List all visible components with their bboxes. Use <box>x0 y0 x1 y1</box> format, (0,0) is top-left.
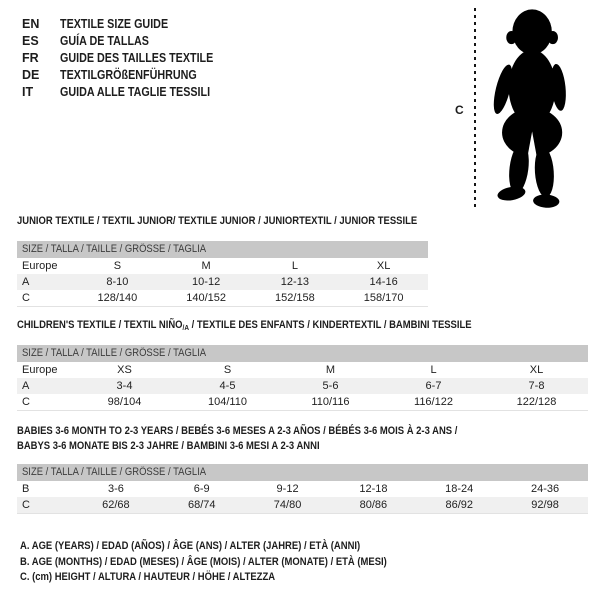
table-cell: 12-18 <box>359 483 388 495</box>
legend <box>20 539 447 586</box>
size-header-bar <box>17 241 428 258</box>
size-header-label: SIZE / TALLA / TAILLE / GRÖSSE / TAGLIA <box>22 347 207 359</box>
guide-title-fr: GUIDE DES TAILLES TEXTILE <box>60 51 214 65</box>
table-cell: 128/140 <box>97 292 138 304</box>
table-cell: S <box>113 260 122 272</box>
language-code: FR <box>22 51 39 65</box>
table-cell: 10-12 <box>192 276 221 288</box>
babies-title-line2: BABYS 3-6 MONATE BIS 2-3 JAHRE / BAMBINI 3-6 MESI A 2-3 ANNI <box>17 440 320 452</box>
children-title-sub: /A <box>182 323 189 332</box>
table-cell: L <box>291 260 298 272</box>
size-header-bar <box>17 345 588 362</box>
language-row-fr <box>22 50 238 67</box>
table-row-age <box>17 274 428 290</box>
junior-size-table <box>17 241 428 307</box>
table-cell: 8-10 <box>106 276 129 288</box>
table-cell: 152/158 <box>274 292 315 304</box>
table-cell: M <box>325 364 336 376</box>
table-cell: 9-12 <box>276 483 299 495</box>
junior-section-title-text: JUNIOR TEXTILE / TEXTIL JUNIOR/ TEXTILE JUNIOR / JUNIORTEXTIL / JUNIOR TESSILE <box>17 215 418 227</box>
table-cell: M <box>201 260 211 272</box>
table-row-europe <box>17 258 428 274</box>
legend-line-b: B. AGE (MONTHS) / EDAD (MESES) / ÂGE (MOIS) / ALTER (MONATE) / ETÀ (MESI) <box>20 555 387 568</box>
language-row-es <box>22 33 238 50</box>
row-label: Europe <box>22 260 58 272</box>
table-cell: 24-36 <box>530 483 560 495</box>
language-code: IT <box>22 85 34 99</box>
language-row-de <box>22 67 238 84</box>
table-row-age <box>17 378 588 394</box>
table-cell: 5-6 <box>322 380 339 392</box>
table-row-height <box>17 497 588 513</box>
language-row-en <box>22 16 238 33</box>
table-cell: 140/152 <box>186 292 226 304</box>
junior-section-title <box>17 214 482 229</box>
table-row-age-months <box>17 481 588 497</box>
height-marker-label: C <box>455 103 464 117</box>
language-header <box>22 16 238 101</box>
table-cell: 3-4 <box>116 380 133 392</box>
table-cell: 158/170 <box>363 292 404 304</box>
row-label: C <box>22 396 30 408</box>
guide-title-es: GUÍA DE TALLAS <box>60 34 149 48</box>
children-title-post: / TEXTILE DES ENFANTS / KINDERTEXTIL / BAMBINI TESSILE <box>188 319 472 331</box>
table-cell: 68/74 <box>187 499 216 511</box>
table-cell: 74/80 <box>273 499 302 511</box>
table-cell: S <box>223 364 232 376</box>
row-label: C <box>22 292 30 304</box>
legend-line-c: C. (cm) HEIGHT / ALTURA / HAUTEUR / HÖHE / ALTEZZA <box>20 571 276 583</box>
legend-line-a: A. AGE (YEARS) / EDAD (AÑOS) / ÂGE (ANS) / ALTER (JAHRE) / ETÀ (ANNI) <box>20 540 361 552</box>
guide-title-de: TEXTILGRÖßENFÜHRUNG <box>60 68 197 82</box>
table-cell: 80/86 <box>359 499 388 511</box>
table-cell: 12-13 <box>280 276 309 288</box>
table-cell: XS <box>117 364 132 376</box>
table-cell: 7-8 <box>528 380 545 392</box>
table-cell: 98/104 <box>107 396 142 408</box>
table-cell: 3-6 <box>107 483 124 495</box>
baby-silhouette-icon <box>487 6 581 212</box>
children-size-table <box>17 345 588 411</box>
babies-size-table <box>17 464 588 514</box>
table-row-height <box>17 290 428 306</box>
size-header-bar <box>17 464 588 481</box>
table-cell: 110/116 <box>311 396 350 408</box>
row-label: A <box>22 380 30 392</box>
language-code: EN <box>22 17 40 31</box>
children-section-title-text <box>17 318 472 335</box>
height-dotted-line <box>474 8 476 207</box>
table-cell: XL <box>376 260 391 272</box>
table-cell: 86/92 <box>445 499 473 511</box>
row-label: Europe <box>22 364 58 376</box>
table-cell: 92/98 <box>531 499 559 511</box>
table-cell: 62/68 <box>102 499 130 511</box>
babies-title-line1: BABIES 3-6 MONTH TO 2-3 YEARS / BEBÉS 3-6 MESES A 2-3 AÑOS / BÉBÉS 3-6 MOIS À 2-3 ANS / <box>17 425 458 437</box>
guide-title-en: TEXTILE SIZE GUIDE <box>60 17 169 31</box>
row-label: C <box>22 499 30 511</box>
table-row-height <box>17 394 588 410</box>
table-cell: 18-24 <box>445 483 474 495</box>
table-cell: 14-16 <box>369 276 398 288</box>
table-cell: 6-9 <box>193 483 210 495</box>
table-cell: 116/122 <box>414 396 453 408</box>
children-section-title <box>17 318 546 335</box>
table-cell: XL <box>529 364 544 376</box>
language-code: ES <box>22 34 39 48</box>
language-row-it <box>22 84 238 101</box>
size-header-label: SIZE / TALLA / TAILLE / GRÖSSE / TAGLIA <box>22 243 207 255</box>
table-cell: 104/110 <box>208 396 247 408</box>
language-code: DE <box>22 68 40 82</box>
table-cell: 4-5 <box>219 380 236 392</box>
row-label: B <box>22 483 30 495</box>
table-cell: L <box>430 364 437 376</box>
guide-title-it: GUIDA ALLE TAGLIE TESSILI <box>60 85 211 99</box>
table-cell: 122/128 <box>516 396 557 408</box>
babies-section-title <box>17 424 529 454</box>
row-label: A <box>22 276 30 288</box>
size-header-label: SIZE / TALLA / TAILLE / GRÖSSE / TAGLIA <box>22 466 207 478</box>
table-row-europe <box>17 362 588 378</box>
table-cell: 6-7 <box>425 380 442 392</box>
children-title-pre: CHILDREN'S TEXTILE / TEXTIL NIÑO <box>17 319 183 331</box>
